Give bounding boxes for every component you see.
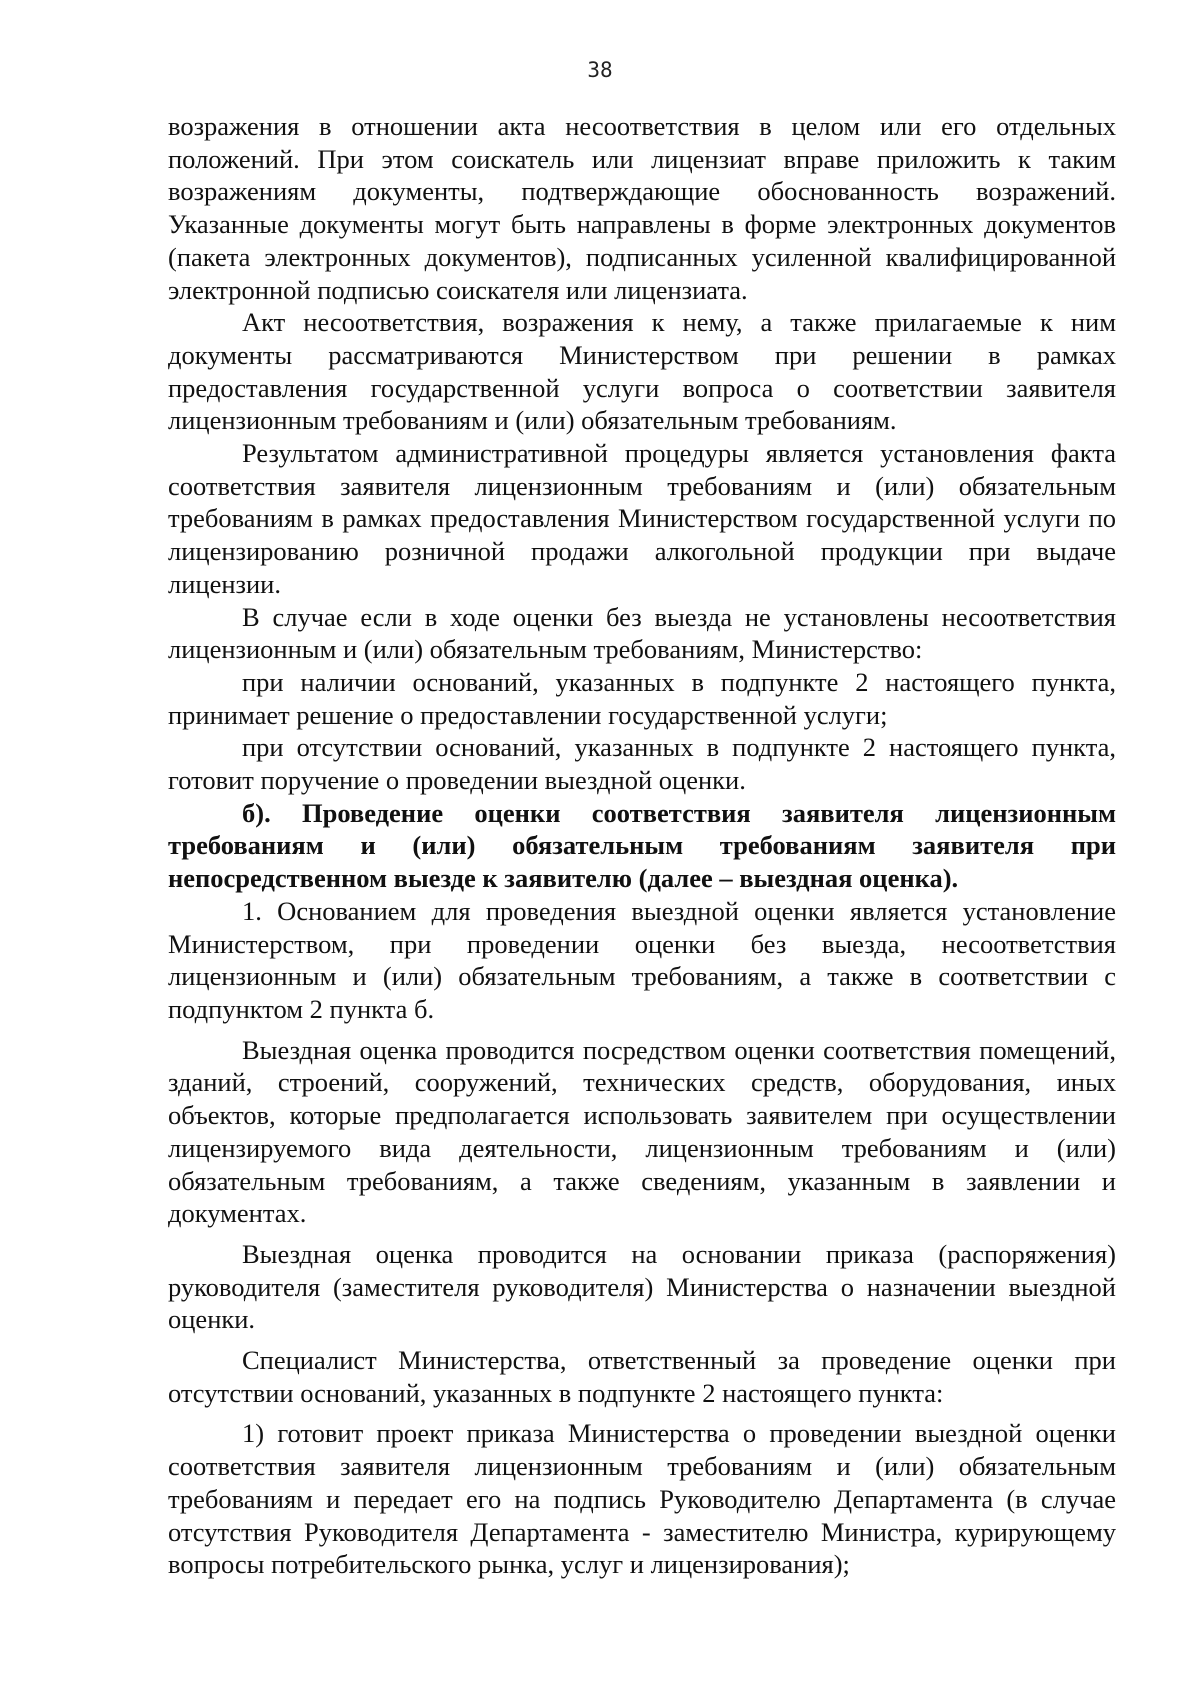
paragraph-no-violations: В случае если в ходе оценки без выезда не установлены несоответствия лицензионным и (или) обязательным требованиям, Министерство:: [168, 601, 1116, 665]
paragraph-item-1: 1) готовит проект приказа Министерства о проведении выездной оценки соответствия заявителя лицензионным требованиям и (или) обязательным требованиям и передает его на подпись Руководителю Департамента (в случае отсутствия Руководителя Департамента - заместителю Министра, курирующему вопросы потребительского рынка, услуг и лицензирования);: [168, 1418, 1116, 1580]
paragraph-onsite-basis: 1. Основанием для проведения выездной оценки является установление Министерством, при проведении оценки без выезда, несоответствия лицензионным и (или) обязательным требованиям, а также в соответствии с подпунктом 2 пункта б.: [168, 895, 1116, 1024]
paragraph-act-review: Акт несоответствия, возражения к нему, а также прилагаемые к ним документы рассматриваются Министерством при решении в рамках предоставления государственной услуги вопроса о соответствии заявителя лицензионным требованиям и (или) обязательным требованиям.: [168, 307, 1116, 436]
paragraph-onsite-order: Выездная оценка проводится на основании приказа (распоряжения) руководителя (заместителя руководителя) Министерства о назначении выездной оценки.: [168, 1238, 1116, 1335]
paragraph-grounds-absent: при отсутствии оснований, указанных в подпункте 2 настоящего пункта, готовит поручение о проведении выездной оценки.: [168, 732, 1116, 796]
paragraph-objections: возражения в отношении акта несоответствия в целом или его отдельных положений. При этом соискатель или лицензиат вправе приложить к таким возражениям документы, подтверждающие обоснованность возражений. Указанные документы могут быть направлены в форме электронных документов (пакета электронных документов), подписанных усиленной квалифицированной электронной подписью соискателя или лицензиата.: [168, 111, 1116, 305]
paragraph-procedure-result: Результатом административной процедуры является установления факта соответствия заявителя лицензионным требованиям и (или) обязательным требованиям в рамках предоставления Министерством государственной услуги по лицензированию розничной продажи алкогольной продукции при выдаче лицензии.: [168, 438, 1116, 599]
section-heading-onsite-assessment: б). Проведение оценки соответствия заявителя лицензионным требованиям и (или) обязательным требованиям заявителя при непосредственном выезде к заявителю (далее – выездная оценка).: [168, 797, 1116, 894]
page-number: 38: [587, 58, 613, 82]
paragraph-specialist: Специалист Министерства, ответственный за проведение оценки при отсутствии оснований, указанных в подпункте 2 настоящего пункта:: [168, 1345, 1116, 1408]
document-body: [168, 110, 1116, 1581]
paragraph-grounds-present: при наличии оснований, указанных в подпункте 2 настоящего пункта, принимает решение о предоставлении государственной услуги;: [168, 666, 1116, 730]
paragraph-onsite-scope: Выездная оценка проводится посредством оценки соответствия помещений, зданий, строений, сооружений, технических средств, оборудования, иных объектов, которые предполагается использовать заявителем при осуществлении лицензируемого вида деятельности, лицензионным требованиям и (или) обязательным требованиям, а также сведениям, указанным в заявлении и документах.: [168, 1034, 1116, 1229]
